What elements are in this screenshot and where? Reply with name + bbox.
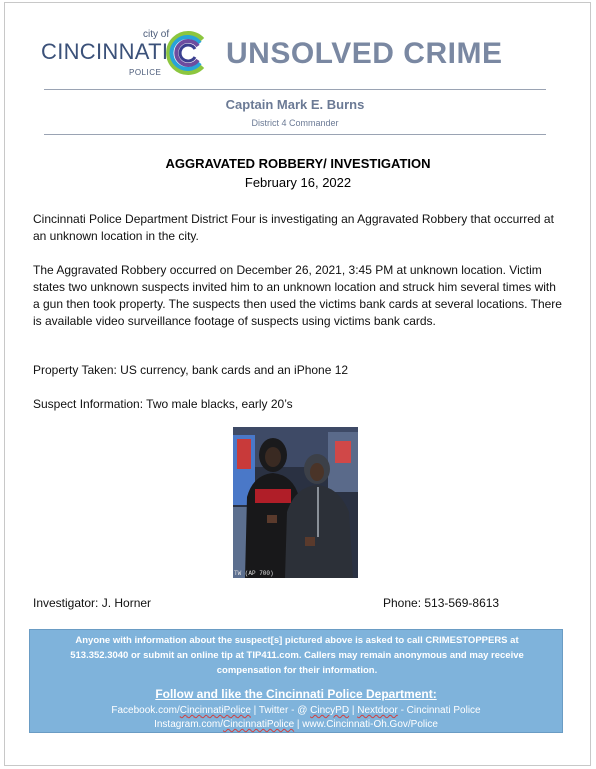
surveillance-photo <box>233 427 358 578</box>
surveillance-photo-illustration <box>233 427 358 578</box>
suspect-information: Suspect Information: Two male blacks, early 20’s <box>33 397 293 411</box>
captain-name: Captain Mark E. Burns <box>225 97 365 112</box>
case-title: AGGRAVATED ROBBERY/ INVESTIGATION <box>165 156 431 171</box>
page-headline: UNSOLVED CRIME <box>226 37 503 70</box>
header-rule-top <box>44 89 546 90</box>
twitter-label: | Twitter - @ <box>250 705 311 716</box>
intro-paragraph: Cincinnati Police Department District Four is investigating an Aggravated Robbery that occurred at an unknown location in the city. <box>33 212 554 243</box>
photo-caption: TW (AP 700) <box>234 570 274 577</box>
commander-title: District 4 Commander <box>251 118 339 128</box>
follow-heading: Follow and like the Cincinnati Police Department: <box>155 687 437 701</box>
cincinnati-police-logo <box>40 28 215 80</box>
crimestoppers-box <box>29 629 563 733</box>
investigator-name: Investigator: J. Horner <box>33 596 152 610</box>
social-line-2 <box>30 718 562 731</box>
crimestoppers-text: Anyone with information about the suspect[s] pictured above is asked to call CRIMESTOPPERS at 513.352.3040 or submit an online tip at TIP411.com. Callers may remain anonymous and may receive compensation for their information. <box>70 635 524 676</box>
logo-c-emblem-icon <box>164 30 208 76</box>
investigator-phone: Phone: 513-569-8613 <box>383 596 500 610</box>
instagram-prefix: Instagram.com/ <box>154 719 223 730</box>
twitter-handle: CincyPD <box>310 705 350 716</box>
logo-city-of: city of <box>143 29 170 40</box>
facebook-prefix: Facebook.com/ <box>111 705 180 716</box>
property-taken: Property Taken: US currency, bank cards and an iPhone 12 <box>33 363 349 377</box>
header-rule-bottom <box>44 134 546 135</box>
logo-city-name: CINCINNATI <box>41 39 169 64</box>
details-paragraph: The Aggravated Robbery occurred on December 26, 2021, 3:45 PM at unknown location. Victim states two unknown suspects invited him to an unknown location and struck him several times with a gun then took property. The suspects then used the victims bank cards at several locations. There is available video surveillance footage of suspects using victims bank cards. <box>33 263 562 328</box>
social-line-1 <box>30 704 562 717</box>
nextdoor-suffix: - Cincinnati Police <box>397 705 481 716</box>
case-date: February 16, 2022 <box>244 175 352 190</box>
social-separator: | <box>349 705 358 716</box>
facebook-handle: CincinnatiPolice <box>179 705 251 716</box>
instagram-handle: CincinnatiPolice <box>223 719 295 730</box>
website-link: | www.Cincinnati-Oh.Gov/Police <box>294 719 438 730</box>
logo-police: POLICE <box>129 68 162 77</box>
nextdoor-label: Nextdoor <box>357 705 398 716</box>
